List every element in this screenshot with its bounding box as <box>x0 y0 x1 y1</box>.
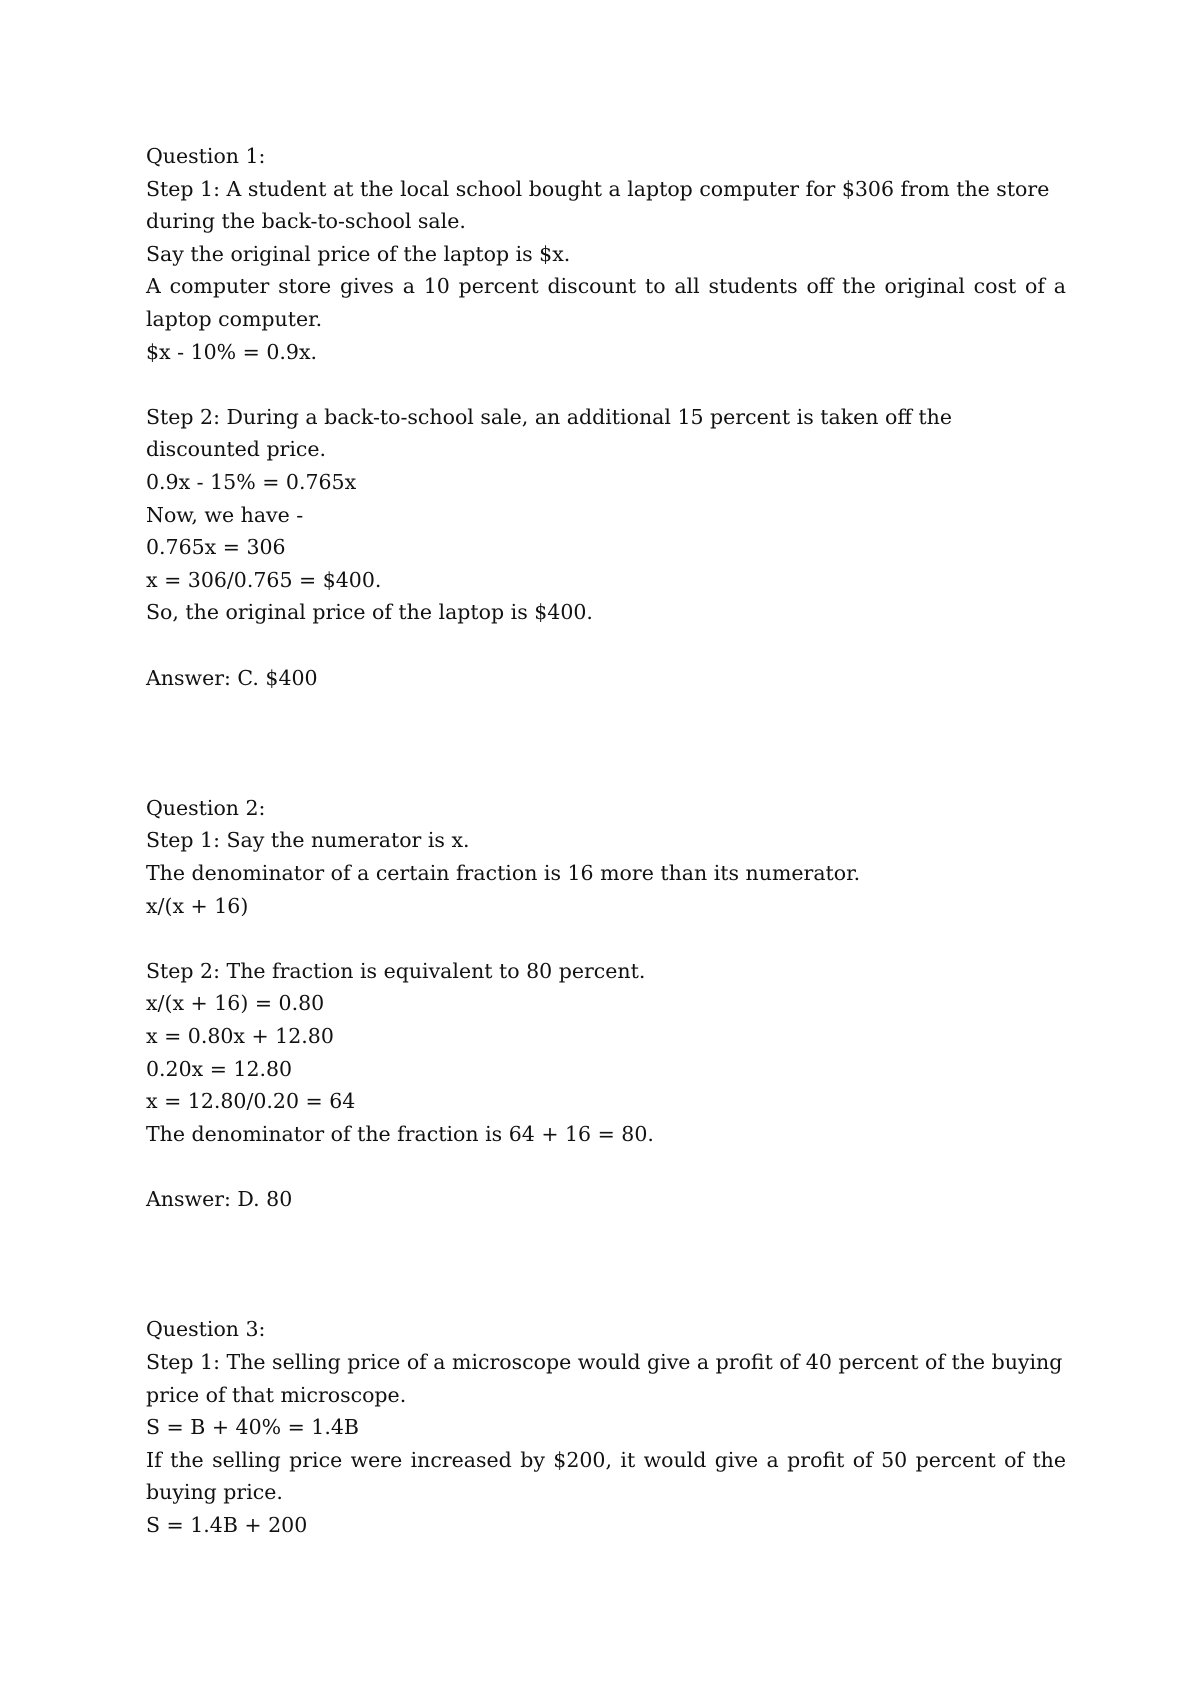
question-1-title: Question 1: <box>146 144 266 168</box>
spacer <box>146 368 1066 401</box>
question-1-answer: Answer: C. $400 <box>146 665 318 690</box>
document-page <box>146 140 1073 1542</box>
question-2-line-6: x = 12.80/0.20 = 64 <box>146 1089 356 1114</box>
question-1-line-7: x = 306/0.765 = $400. <box>146 567 382 592</box>
question-1 <box>146 140 1073 694</box>
spacer <box>146 1150 1066 1183</box>
question-2-line-4: x = 0.80x + 12.80 <box>146 1024 334 1049</box>
question-1-line-3: $x - 10% = 0.9x. <box>146 339 318 364</box>
section-spacer <box>146 1216 1066 1314</box>
question-3-line-3: S = 1.4B + 200 <box>146 1512 308 1537</box>
question-1-line-2: A computer store gives a 10 percent discount to all students off the original cost of a laptop computer. <box>146 274 1073 331</box>
question-1-line-6: 0.765x = 306 <box>146 535 286 560</box>
spacer <box>146 922 1066 955</box>
question-2-title: Question 2: <box>146 795 266 820</box>
question-1-step-1: Step 1: A student at the local school bought a laptop computer for $306 from the store during the back-to-school sale. <box>146 176 1056 234</box>
question-2-line-1: The denominator of a certain fraction is 16 more than its numerator. <box>146 861 861 886</box>
section-spacer <box>146 694 1066 792</box>
spacer <box>146 629 1066 662</box>
question-3-line-2: If the selling price were increased by $200, it would give a profit of 50 percent of the buying price. <box>146 1447 1073 1505</box>
question-1-line-5: Now, we have - <box>146 502 304 527</box>
question-2-line-5: 0.20x = 12.80 <box>146 1056 293 1081</box>
question-1-line-4: 0.9x - 15% = 0.765x <box>146 469 357 494</box>
question-1-line-8: So, the original price of the laptop is $400. <box>146 600 593 625</box>
question-1-line-1: Say the original price of the laptop is $x. <box>146 241 571 266</box>
question-2-line-3: x/(x + 16) = 0.80 <box>146 991 325 1016</box>
question-2-line-7: The denominator of the fraction is 64 + 16 = 80. <box>146 1121 654 1146</box>
question-3 <box>146 1313 1073 1541</box>
question-2-step-2: Step 2: The fraction is equivalent to 80 percent. <box>146 958 646 983</box>
question-2 <box>146 792 1066 1216</box>
question-3-step-1: Step 1: The selling price of a microscope would give a profit of 40 percent of the buying price of that microscope. <box>146 1350 1069 1407</box>
question-2-step-1: Step 1: Say the numerator is x. <box>146 828 470 853</box>
question-1-step-2: Step 2: During a back-to-school sale, an additional 15 percent is taken off the discounted price. <box>146 404 959 462</box>
question-2-answer: Answer: D. 80 <box>146 1187 293 1212</box>
question-3-line-1: S = B + 40% = 1.4B <box>146 1415 359 1440</box>
question-3-title: Question 3: <box>146 1317 266 1342</box>
question-2-line-2: x/(x + 16) <box>146 893 249 918</box>
